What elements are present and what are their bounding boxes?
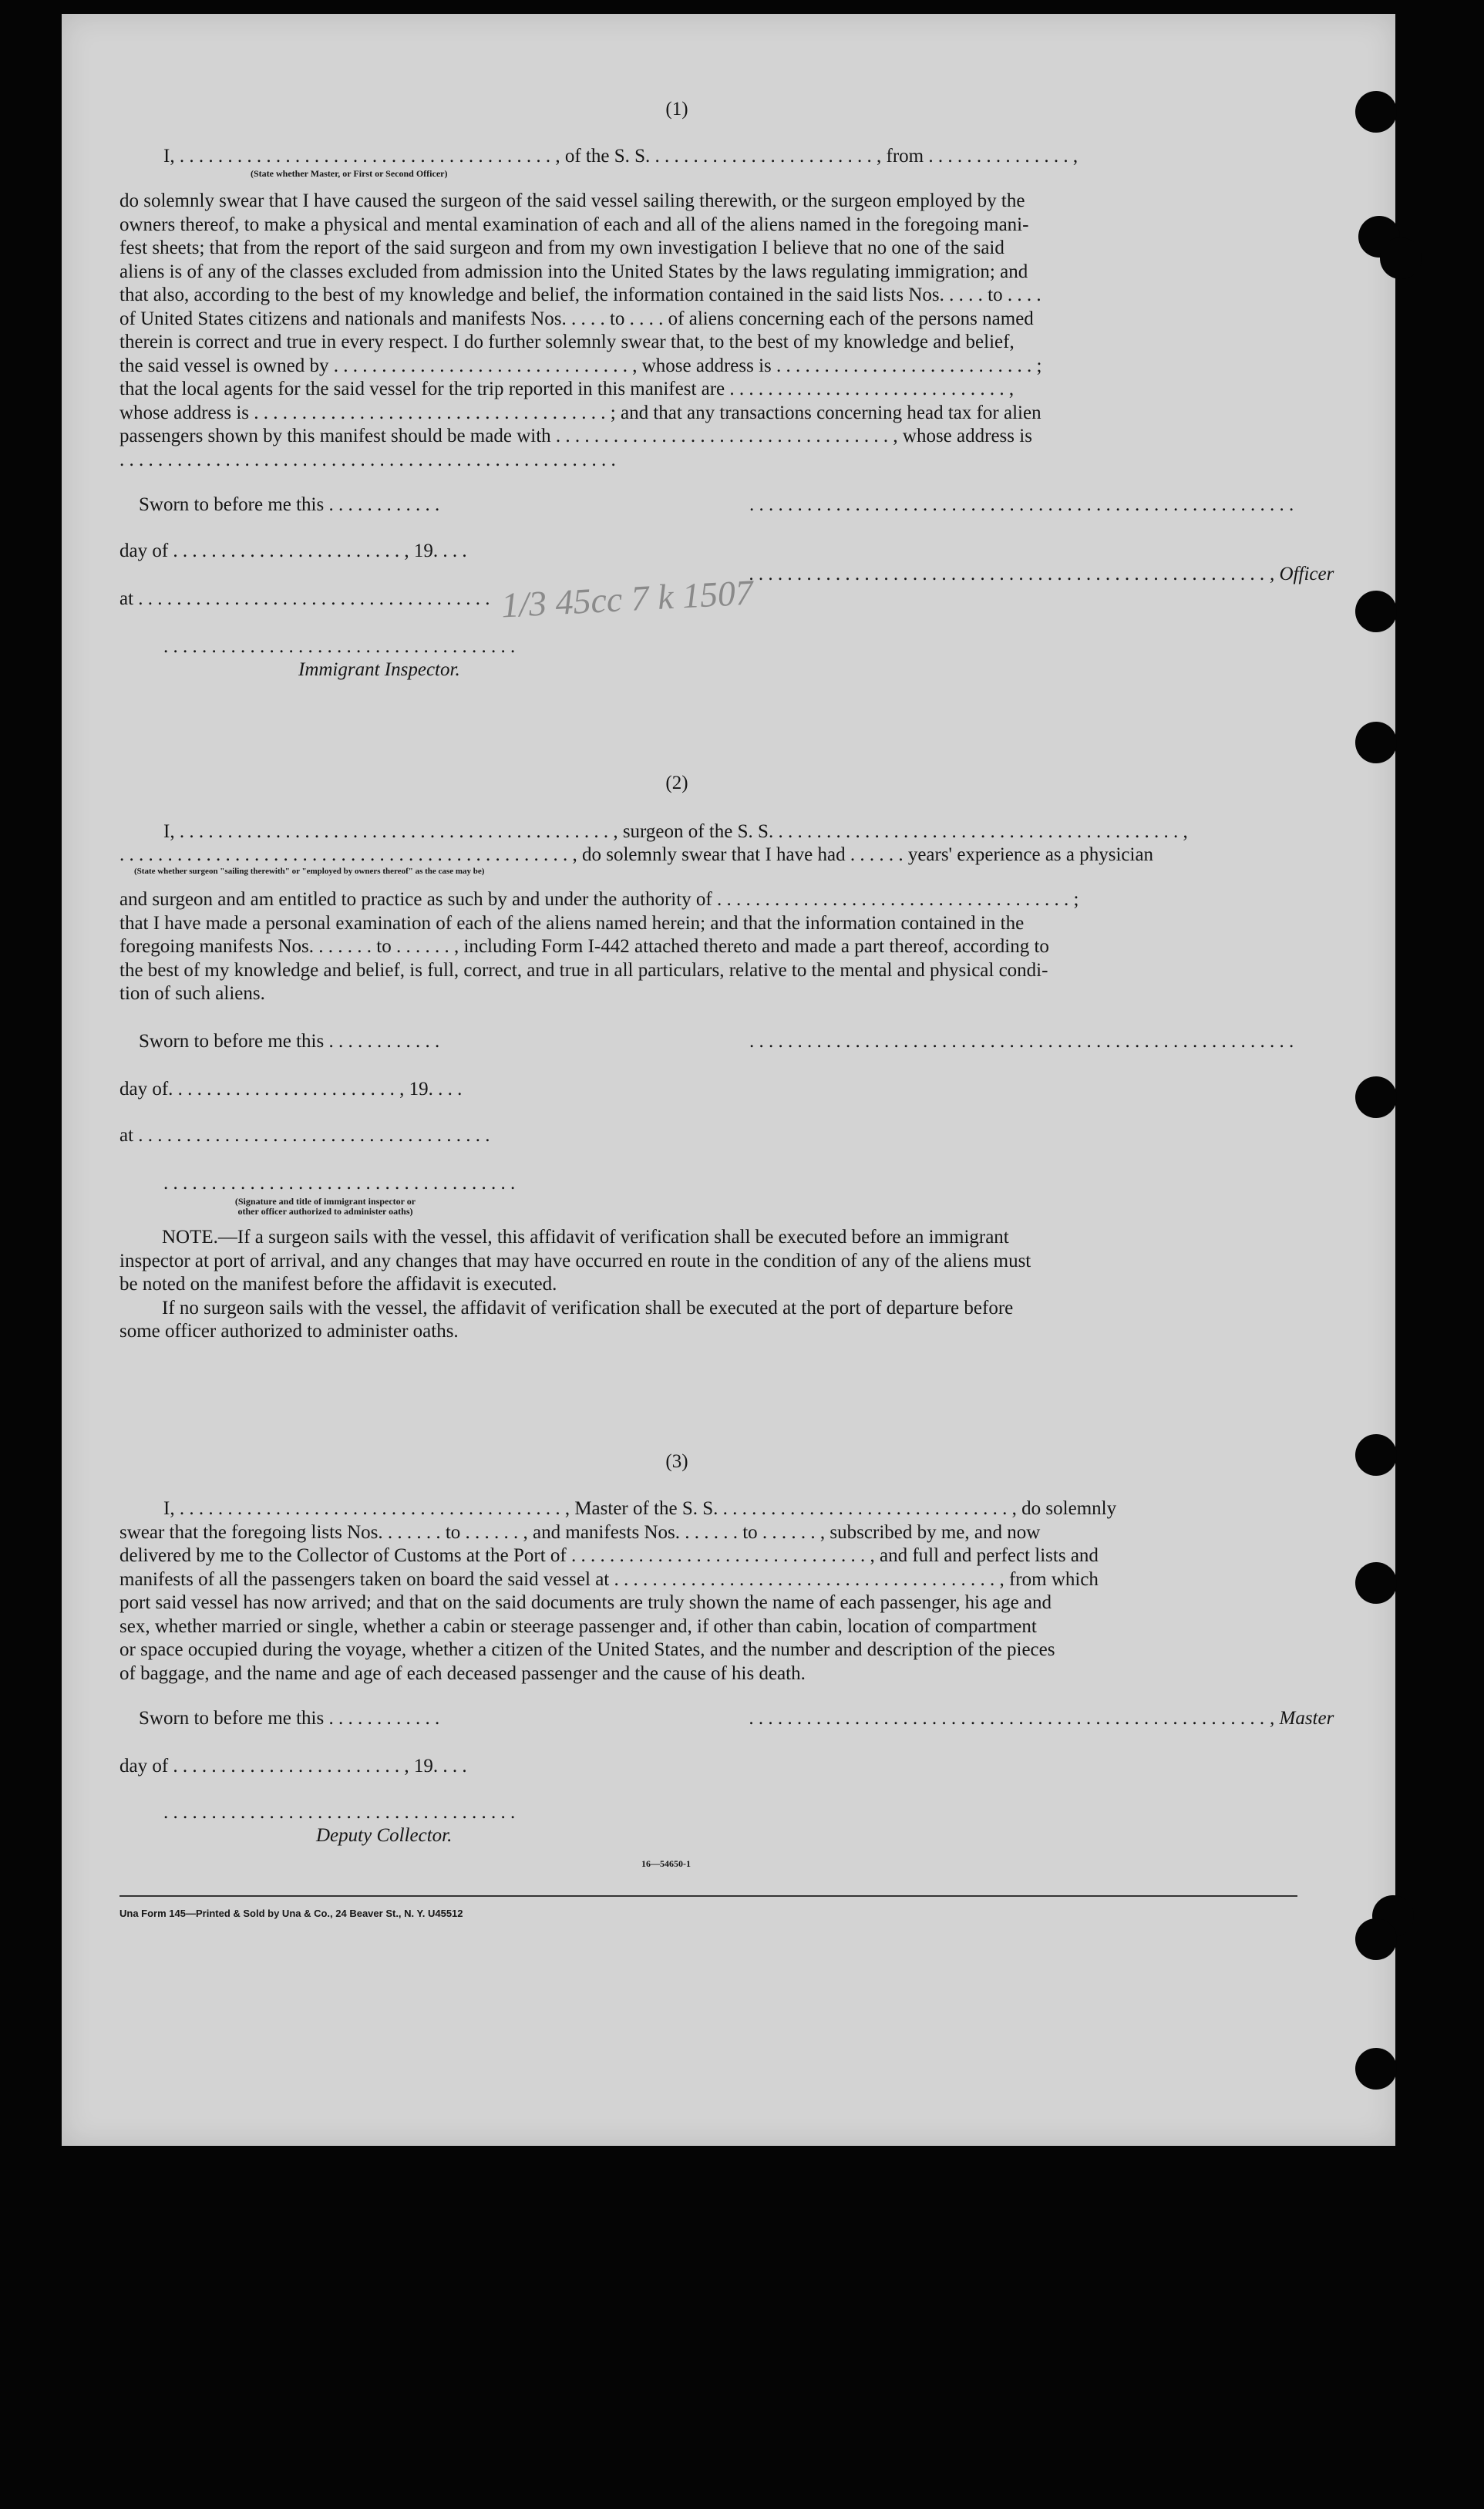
oath-line: do solemnly swear that I have caused the surgeon of the said vessel sailing therewith, or the surgeon employed by the bbox=[119, 190, 1025, 211]
section-2-number: (2) bbox=[665, 773, 688, 793]
punch-hole bbox=[1355, 1562, 1397, 1604]
oath-line: manifests of all the passengers taken on board the said vessel at . . . . . . . . . . . . . . . . . . . . . . . . . . . . . . . . . . . . . . . . , from which bbox=[119, 1568, 1099, 1590]
section-2-signature-dots: . . . . . . . . . . . . . . . . . . . . . . . . . . . . . . . . . . . . . bbox=[163, 1173, 516, 1194]
section-3-oath bbox=[119, 1497, 1295, 1686]
section-1-officer bbox=[749, 563, 1334, 586]
oath-line: whose address is . . . . . . . . . . . . . . . . . . . . . . . . . . . . . . . . . . . . . ; and that any transactions concerning head tax for alien bbox=[119, 402, 1041, 423]
oath-line: that the local agents for the said vessel for the trip reported in this manifest are . . . . . . . . . . . . . . . . . . . . . . . . . . . . . , bbox=[119, 379, 1015, 399]
oath-line: of United States citizens and nationals and manifests Nos. . . . . to . . . . of aliens concerning each of the persons named bbox=[119, 308, 1034, 329]
document-page bbox=[62, 14, 1395, 2146]
section-1-line-1-note: (State whether Master, or First or Second Officer) bbox=[251, 168, 448, 179]
officer-line: . . . . . . . . . . . . . . . . . . . . . . . . . . . . . . . . . . . . . . . . . . . . . . . . . . . . . . , Officer bbox=[749, 564, 1334, 584]
note-line: some officer authorized to administer oaths. bbox=[119, 1321, 459, 1342]
oath-line: delivered by me to the Collector of Customs at the Port of . . . . . . . . . . . . . . . . . . . . . . . . . . . . . . . , and full and perfect lists and bbox=[119, 1545, 1099, 1566]
oath-line: of baggage, and the name and age of each deceased passenger and the cause of his death. bbox=[119, 1662, 806, 1684]
section-1-inspector-dots: . . . . . . . . . . . . . . . . . . . . . . . . . . . . . . . . . . . . . bbox=[163, 636, 516, 657]
section-2-sworn: Sworn to before me this . . . . . . . . . . . . bbox=[139, 1031, 440, 1052]
oath-line: port said vessel has now arrived; and that on the said documents are truly shown the name of each passenger, his age and bbox=[119, 1592, 1052, 1613]
section-2-line-2-note: (State whether surgeon "sailing therewith" or "employed by owners thereof" as the case may be) bbox=[134, 867, 485, 876]
section-2-at: at . . . . . . . . . . . . . . . . . . . . . . . . . . . . . . . . . . . . . bbox=[119, 1125, 490, 1146]
oath-line: tion of such aliens. bbox=[119, 983, 265, 1004]
punch-hole bbox=[1355, 91, 1397, 133]
section-2-note bbox=[119, 1226, 1295, 1344]
note-line: inspector at port of arrival, and any changes that may have occurred en route in the condition of any of the aliens must bbox=[119, 1250, 1031, 1271]
section-1-sworn-signature: . . . . . . . . . . . . . . . . . . . . . . . . . . . . . . . . . . . . . . . . . . . . . . . . . . . . . . . . . bbox=[749, 494, 1294, 515]
oath-line: passengers shown by this manifest should be made with . . . . . . . . . . . . . . . . . . . . . . . . . . . . . . . . . . . , whose address is bbox=[119, 426, 1032, 446]
section-2-signature-note bbox=[163, 1197, 487, 1217]
oath-line: sex, whether married or single, whether a cabin or steerage passenger and, if other than cabin, location of compartment bbox=[119, 1615, 1037, 1637]
section-2-sworn-signature: . . . . . . . . . . . . . . . . . . . . . . . . . . . . . . . . . . . . . . . . . . . . . . . . . . . . . . . . . bbox=[749, 1031, 1294, 1052]
punch-hole bbox=[1380, 237, 1422, 279]
oath-line: owners thereof, to make a physical and mental examination of each and all of the aliens named in the foregoing mani- bbox=[119, 214, 1029, 235]
section-3-collector-dots: . . . . . . . . . . . . . . . . . . . . . . . . . . . . . . . . . . . . . bbox=[163, 1802, 516, 1823]
punch-hole bbox=[1355, 1076, 1397, 1118]
oath-line: and surgeon and am entitled to practice as such by and under the authority of . . . . . . . . . . . . . . . . . . . . . . . . . . . . . . . . . . . . . ; bbox=[119, 889, 1079, 910]
note-line: be noted on the manifest before the affidavit is executed. bbox=[119, 1274, 557, 1295]
punch-hole bbox=[1355, 1434, 1397, 1476]
oath-line: I, . . . . . . . . . . . . . . . . . . . . . . . . . . . . . . . . . . . . . . . . , Master of the S. S. . . . . . . . . . . . . . . . . . . . . . . . . . . . . . . , do solemnly bbox=[163, 1498, 1117, 1519]
section-3-collector-title: Deputy Collector. bbox=[316, 1825, 453, 1846]
oath-line: fest sheets; that from the report of the said surgeon and from my own investigation I believe that no one of the said bbox=[119, 237, 1004, 258]
punch-hole bbox=[1355, 1918, 1397, 1960]
section-1-day: day of . . . . . . . . . . . . . . . . . . . . . . . . , 19. . . . bbox=[119, 541, 467, 561]
oath-line: therein is correct and true in every respect. I do further solemnly swear that, to the best of my knowledge and belief, bbox=[119, 332, 1015, 352]
handwritten-annotation: 1/3 45cc 7 k 1507 bbox=[500, 572, 755, 625]
section-2-oath bbox=[119, 888, 1295, 1006]
note-line: If no surgeon sails with the vessel, the affidavit of verification shall be executed at the port of departure before bbox=[162, 1297, 1014, 1318]
punch-hole bbox=[1355, 722, 1397, 763]
oath-line: the best of my knowledge and belief, is full, correct, and true in all particulars, relative to the mental and physical condi- bbox=[119, 959, 1048, 981]
section-1-oath bbox=[119, 190, 1295, 472]
oath-line: that I have made a personal examination of each of the aliens named herein; and that the information contained in the bbox=[119, 912, 1025, 934]
section-3-master: . . . . . . . . . . . . . . . . . . . . . . . . . . . . . . . . . . . . . . . . . . . . . . . . . . . . . . , Master bbox=[749, 1708, 1334, 1729]
section-1-line-1: I, . . . . . . . . . . . . . . . . . . . . . . . . . . . . . . . . . . . . . . . , of the S. S. . . . . . . . . . . . . . . . . . . . . . . . , from . . . . . . . . . . . . . . . , bbox=[163, 146, 1079, 167]
section-1-inspector-title: Immigrant Inspector. bbox=[298, 659, 460, 680]
oath-line: foregoing manifests Nos. . . . . . . to . . . . . . , including Form I-442 attached thereto and made a part thereof, according to bbox=[119, 936, 1049, 957]
signature-note-line: (Signature and title of immigrant inspector or bbox=[234, 1196, 416, 1207]
oath-line: that also, according to the best of my knowledge and belief, the information contained in the said lists Nos. . . . . to . . . . bbox=[119, 285, 1041, 305]
note-line: NOTE.—If a surgeon sails with the vessel, this affidavit of verification shall be executed before an immigrant bbox=[162, 1227, 1009, 1248]
section-3-day: day of . . . . . . . . . . . . . . . . . . . . . . . . , 19. . . . bbox=[119, 1756, 467, 1777]
section-1-number: (1) bbox=[665, 99, 688, 120]
oath-line: aliens is of any of the classes excluded from admission into the United States by the laws regulating immigration; and bbox=[119, 261, 1028, 282]
oath-line: . . . . . . . . . . . . . . . . . . . . . . . . . . . . . . . . . . . . . . . . . . . . . . . . . . . . bbox=[119, 449, 616, 470]
signature-note-line: other officer authorized to administer oaths) bbox=[237, 1206, 413, 1217]
form-code: 16—54650-1 bbox=[641, 1858, 691, 1869]
punch-hole bbox=[1355, 2048, 1397, 2090]
section-2-day: day of. . . . . . . . . . . . . . . . . . . . . . . . , 19. . . . bbox=[119, 1079, 463, 1100]
punch-hole bbox=[1355, 591, 1397, 632]
section-2-line-2: . . . . . . . . . . . . . . . . . . . . . . . . . . . . . . . . . . . . . . . . . . . . . . . , do solemnly swear that I have had . . . . . . years' experience as a physician bbox=[119, 844, 1154, 865]
footer-rule bbox=[119, 1895, 1297, 1897]
oath-line: swear that the foregoing lists Nos. . . . . . . to . . . . . . , and manifests Nos. . . . . . . to . . . . . . , subscribed by me, and now bbox=[119, 1521, 1041, 1543]
section-3-sworn: Sworn to before me this . . . . . . . . . . . . bbox=[139, 1708, 440, 1729]
oath-line: the said vessel is owned by . . . . . . . . . . . . . . . . . . . . . . . . . . . . . . . , whose address is . . . . . . . . . . . . . . . . . . . . . . . . . . . ; bbox=[119, 355, 1042, 376]
oath-line: or space occupied during the voyage, whether a citizen of the United States, and the number and description of the pieces bbox=[119, 1639, 1055, 1660]
printer-credit: Una Form 145—Printed & Sold by Una & Co., 24 Beaver St., N. Y. U45512 bbox=[119, 1908, 463, 1919]
section-1-sworn: Sworn to before me this . . . . . . . . . . . . bbox=[139, 494, 440, 515]
section-1-at: at . . . . . . . . . . . . . . . . . . . . . . . . . . . . . . . . . . . . . bbox=[119, 588, 490, 609]
section-2-line-1: I, . . . . . . . . . . . . . . . . . . . . . . . . . . . . . . . . . . . . . . . . . . . . . , surgeon of the S. S. . . . . . . . . . . . . . . . . . . . . . . . . . . . . . . . . . . . . . . . . . . , bbox=[163, 821, 1188, 842]
section-3-number: (3) bbox=[665, 1451, 688, 1472]
